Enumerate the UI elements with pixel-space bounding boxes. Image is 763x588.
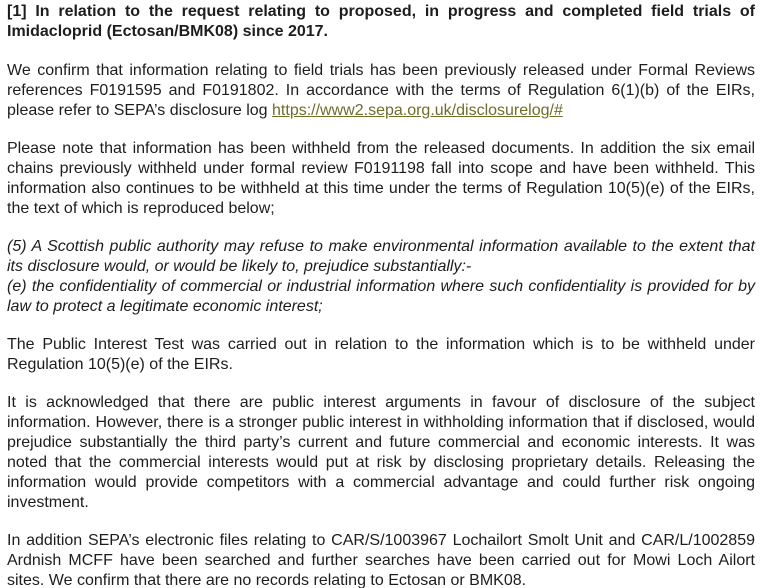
paragraph-formal-reviews [7, 61, 755, 121]
paragraph-public-interest-test: The Public Interest Test was carried out in relation to the information which is to be withheld under Regulation 10(5)(e) of the EIRs. [7, 336, 755, 373]
quote-clause-5: (5) A Scottish public authority may refuse to make environmental information available to the extent that its disclosure would, or would be likely to, prejudice substantially:- [7, 238, 755, 275]
regulation-quote [7, 237, 755, 317]
paragraph-public-interest-balance: It is acknowledged that there are public interest arguments in favour of disclosure of the subject information. However, there is a stronger public interest in withholding information that if disclosed, would prejudice substantially the third party’s current and future commercial and economic interests. It was noted that the commercial interests would put at risk by disclosing proprietary details. Releasing the information would provide competitors with a commercial advantage and could further risk ongoing investment. [7, 394, 755, 511]
quote-clause-e: (e) the confidentiality of commercial or industrial information where such confidentiality is provided for by law to protect a legitimate economic interest; [7, 278, 755, 315]
paragraph-withheld-note: Please note that information has been withheld from the released documents. In addition the six email chains previously withheld under formal review F0191198 fall into scope and have been withheld. This information also continues to be withheld at this time under the terms of Regulation 10(5)(e) of the EIRs, the text of which is reproduced below; [7, 140, 755, 217]
request-heading: [1] In relation to the request relating to proposed, in progress and completed field trials of Imidacloprid (Ectosan/BMK08) since 2017. [7, 3, 755, 40]
formal-reviews-text: We confirm that information relating to field trials has been previously released under Formal Reviews references F0191595 and F0191802. In accordance with the terms of Regulation 6(1)(b) of the EIRs, please refer to SEPA’s disclosure log [7, 62, 755, 119]
disclosure-log-link[interactable]: https://www2.sepa.org.uk/disclosurelog/# [272, 102, 563, 119]
paragraph-additional-searches: In addition SEPA’s electronic files relating to CAR/S/1003967 Lochailort Smolt Unit and CAR/L/1002859 Ardnish MCFF have been searched and further searches have been carried out for Mowi Loch Ailort sites. We confirm that there are no records relating to Ectosan or BMK08. [7, 532, 755, 588]
